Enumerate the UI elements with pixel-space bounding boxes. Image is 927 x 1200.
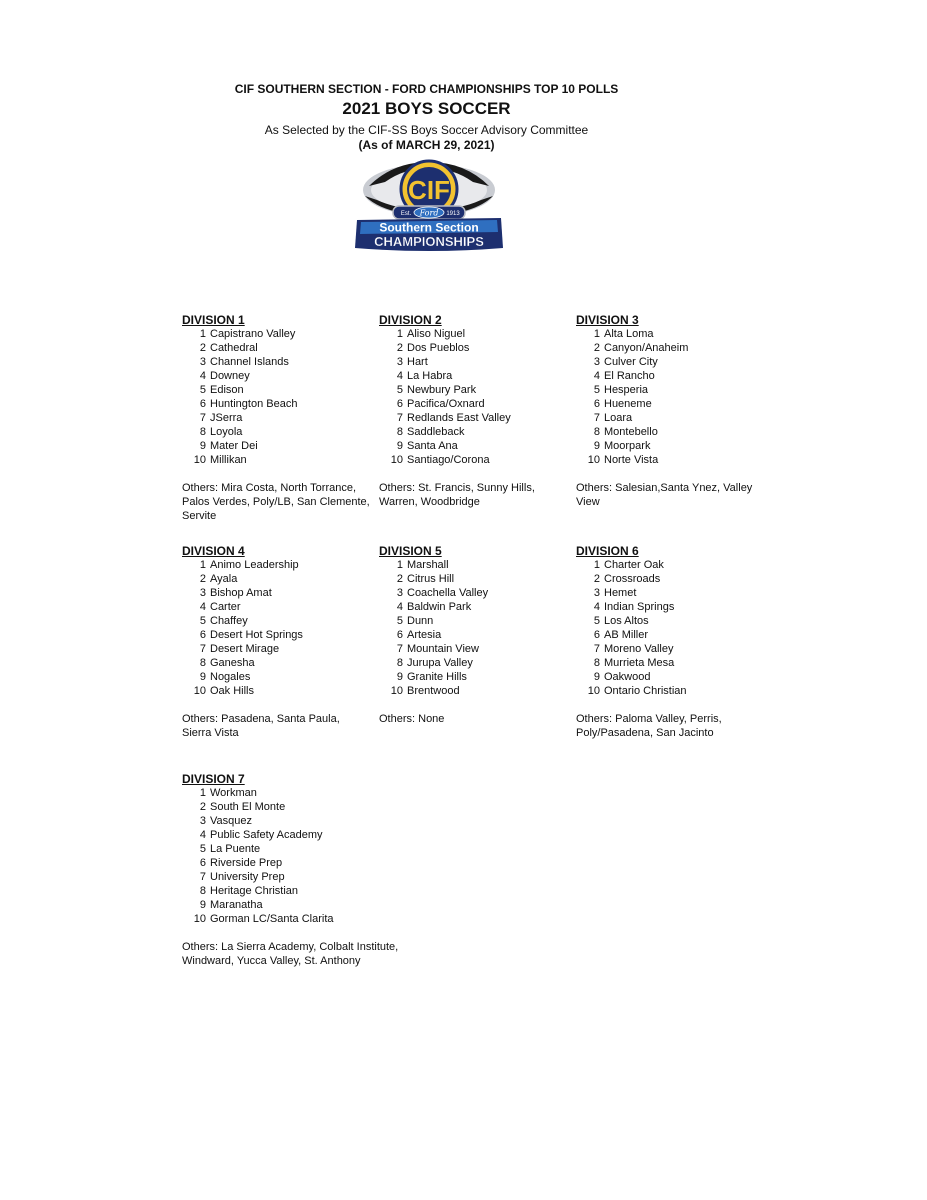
team-rank: 9: [593, 440, 600, 452]
team-row: [576, 656, 771, 670]
team-rank: 8: [199, 885, 206, 897]
team-row: [576, 397, 771, 411]
team-rank: 2: [199, 801, 206, 813]
team-row: [576, 600, 771, 614]
team-row: [182, 884, 422, 898]
team-name: Maranatha: [210, 899, 263, 911]
team-rank: 8: [593, 426, 600, 438]
svg-text:Southern Section: Southern Section: [379, 220, 479, 235]
team-row: [576, 642, 771, 656]
team-rank: 5: [396, 384, 403, 396]
team-name: Carter: [210, 601, 241, 613]
team-name: Millikan: [210, 454, 247, 466]
team-row: [379, 369, 574, 383]
team-name: Desert Mirage: [210, 643, 280, 655]
team-name: Jurupa Valley: [407, 657, 473, 669]
team-rank: 7: [199, 412, 206, 424]
team-rank: 2: [593, 573, 600, 585]
team-name: Animo Leadership: [210, 559, 299, 571]
team-row: [576, 425, 771, 439]
team-rank: 4: [199, 370, 206, 382]
others-note: Others: St. Francis, Sunny Hills, Warren, Woodbridge: [379, 482, 535, 508]
team-rank: 4: [593, 370, 600, 382]
team-name: Culver City: [604, 356, 658, 368]
team-name: JSerra: [210, 412, 243, 424]
division-4: [182, 544, 377, 740]
division-title: DIVISION 6: [576, 544, 639, 558]
team-row: [182, 355, 377, 369]
team-name: Baldwin Park: [407, 601, 472, 613]
team-row: [379, 684, 574, 698]
team-name: Santiago/Corona: [407, 454, 490, 466]
team-name: Coachella Valley: [407, 587, 489, 599]
team-rank: 10: [587, 454, 600, 466]
svg-text:Ford: Ford: [419, 208, 439, 218]
team-row: [379, 383, 574, 397]
team-rank: 3: [593, 587, 600, 599]
team-rank: 8: [199, 426, 206, 438]
team-name: Santa Ana: [407, 440, 458, 452]
team-rank: 7: [199, 643, 206, 655]
team-rank: 1: [593, 328, 600, 340]
team-row: [182, 383, 377, 397]
team-name: La Puente: [210, 843, 261, 855]
team-name: Ontario Christian: [604, 685, 687, 697]
team-name: Aliso Niguel: [407, 328, 466, 340]
team-rank: 10: [587, 685, 600, 697]
others-note: Others: Mira Costa, North Torrance, Palos Verdes, Poly/LB, San Clemente, Servite: [182, 482, 370, 522]
division-7: [182, 772, 422, 968]
team-rank: 6: [593, 629, 600, 641]
team-name: Marshall: [407, 559, 449, 571]
team-row: [576, 670, 771, 684]
team-rank: 6: [199, 857, 206, 869]
team-rank: 7: [396, 412, 403, 424]
team-row: [182, 586, 377, 600]
team-row: [182, 642, 377, 656]
team-rank: 6: [199, 629, 206, 641]
team-rank: 7: [199, 871, 206, 883]
team-row: [182, 912, 422, 926]
team-row: [182, 614, 377, 628]
team-rank: 4: [199, 829, 206, 841]
team-row: [182, 397, 377, 411]
team-name: Brentwood: [407, 685, 460, 697]
team-row: [576, 628, 771, 642]
team-name: Redlands East Valley: [407, 412, 511, 424]
team-rank: 2: [593, 342, 600, 354]
team-rank: 2: [396, 342, 403, 354]
team-row: [379, 670, 574, 684]
division-1: [182, 313, 377, 523]
team-name: Norte Vista: [604, 454, 659, 466]
team-name: Granite Hills: [407, 671, 467, 683]
team-rank: 1: [199, 787, 206, 799]
page-title: 2021 BOYS SOCCER: [342, 99, 511, 118]
team-row: [379, 453, 574, 467]
team-row: [182, 453, 377, 467]
team-rank: 9: [593, 671, 600, 683]
team-name: El Rancho: [604, 370, 655, 382]
team-rank: 6: [396, 629, 403, 641]
team-name: Murrieta Mesa: [604, 657, 675, 669]
team-list: [576, 327, 771, 467]
svg-text:CIF: CIF: [408, 175, 450, 205]
team-row: [379, 628, 574, 642]
team-rank: 10: [193, 913, 206, 925]
team-row: [182, 369, 377, 383]
team-name: Dunn: [407, 615, 434, 627]
team-name: Artesia: [407, 629, 442, 641]
team-rank: 3: [199, 356, 206, 368]
team-name: Hart: [407, 356, 428, 368]
team-row: [182, 856, 422, 870]
team-row: [182, 800, 422, 814]
team-rank: 2: [199, 342, 206, 354]
others-note: Others: Salesian,Santa Ynez, Valley View: [576, 482, 753, 508]
team-rank: 3: [396, 356, 403, 368]
team-name: Channel Islands: [210, 356, 289, 368]
team-row: [182, 411, 377, 425]
team-name: Indian Springs: [604, 601, 675, 613]
team-list: [379, 558, 574, 698]
team-rank: 10: [193, 454, 206, 466]
team-row: [379, 397, 574, 411]
team-rank: 6: [199, 398, 206, 410]
team-rank: 3: [396, 587, 403, 599]
team-name: Hesperia: [604, 384, 649, 396]
team-name: Moreno Valley: [604, 643, 674, 655]
team-row: [182, 600, 377, 614]
as-of-date: (As of MARCH 29, 2021): [358, 138, 495, 152]
team-list: [182, 327, 377, 467]
poll-heading: CIF SOUTHERN SECTION - FORD CHAMPIONSHIPS TOP 10 POLLS: [234, 82, 619, 96]
team-rank: 4: [396, 370, 403, 382]
team-name: Moorpark: [604, 440, 651, 452]
svg-text:CHAMPIONSHIPS: CHAMPIONSHIPS: [374, 234, 484, 249]
team-rank: 9: [396, 440, 403, 452]
team-list: [379, 327, 574, 467]
team-row: [182, 327, 377, 341]
team-name: Bishop Amat: [210, 587, 272, 599]
team-row: [182, 670, 377, 684]
team-rank: 1: [396, 559, 403, 571]
team-name: Workman: [210, 787, 257, 799]
team-row: [182, 814, 422, 828]
division-6: [576, 544, 771, 740]
team-rank: 6: [396, 398, 403, 410]
team-row: [182, 341, 377, 355]
others-note: Others: La Sierra Academy, Colbalt Institute, Windward, Yucca Valley, St. Anthony: [182, 941, 399, 967]
team-row: [576, 586, 771, 600]
team-row: [182, 558, 377, 572]
team-name: Riverside Prep: [210, 857, 283, 869]
team-rank: 8: [396, 657, 403, 669]
team-rank: 9: [199, 671, 206, 683]
team-row: [576, 453, 771, 467]
team-row: [182, 842, 422, 856]
others-note: Others: Pasadena, Santa Paula, Sierra Vista: [182, 713, 340, 739]
team-row: [576, 383, 771, 397]
team-name: Vasquez: [210, 815, 252, 827]
team-row: [576, 439, 771, 453]
team-row: [576, 369, 771, 383]
team-row: [379, 327, 574, 341]
team-rank: 2: [396, 573, 403, 585]
team-name: Oakwood: [604, 671, 651, 683]
team-rank: 5: [199, 615, 206, 627]
team-name: Pacifica/Oxnard: [407, 398, 485, 410]
team-rank: 3: [199, 587, 206, 599]
team-row: [379, 642, 574, 656]
team-row: [379, 355, 574, 369]
team-name: Mater Dei: [210, 440, 258, 452]
team-name: Loara: [604, 412, 633, 424]
team-name: Dos Pueblos: [407, 342, 470, 354]
team-row: [576, 355, 771, 369]
team-name: Mountain View: [407, 643, 479, 655]
team-rank: 10: [193, 685, 206, 697]
team-name: AB Miller: [604, 629, 649, 641]
team-row: [576, 614, 771, 628]
team-name: Huntington Beach: [210, 398, 298, 410]
team-rank: 10: [390, 454, 403, 466]
team-rank: 5: [396, 615, 403, 627]
division-title: DIVISION 3: [576, 313, 639, 327]
team-rank: 1: [199, 559, 206, 571]
svg-text:1913: 1913: [446, 211, 460, 217]
team-row: [576, 572, 771, 586]
division-title: DIVISION 1: [182, 313, 245, 327]
team-list: [182, 786, 422, 926]
team-rank: 8: [593, 657, 600, 669]
team-rank: 7: [593, 412, 600, 424]
team-rank: 8: [396, 426, 403, 438]
team-rank: 5: [199, 843, 206, 855]
others-note: Others: Paloma Valley, Perris, Poly/Pasadena, San Jacinto: [576, 713, 722, 739]
team-name: Nogales: [210, 671, 251, 683]
team-row: [182, 656, 377, 670]
team-list: [182, 558, 377, 698]
division-2: [379, 313, 574, 509]
team-name: Capistrano Valley: [210, 328, 296, 340]
team-row: [576, 327, 771, 341]
team-name: Public Safety Academy: [210, 829, 323, 841]
team-rank: 8: [199, 657, 206, 669]
team-name: Alta Loma: [604, 328, 654, 340]
team-rank: 9: [199, 440, 206, 452]
team-name: Heritage Christian: [210, 885, 299, 897]
team-row: [576, 411, 771, 425]
team-row: [576, 558, 771, 572]
division-title: DIVISION 2: [379, 313, 442, 327]
division-3: [576, 313, 771, 509]
team-row: [182, 425, 377, 439]
team-rank: 5: [593, 384, 600, 396]
team-name: Hueneme: [604, 398, 652, 410]
team-row: [379, 586, 574, 600]
team-row: [182, 572, 377, 586]
team-rank: 7: [396, 643, 403, 655]
team-name: Crossroads: [604, 573, 661, 585]
team-name: Charter Oak: [604, 559, 664, 571]
division-title: DIVISION 7: [182, 772, 245, 786]
team-rank: 5: [593, 615, 600, 627]
team-rank: 7: [593, 643, 600, 655]
team-name: Loyola: [210, 426, 243, 438]
team-name: University Prep: [210, 871, 285, 883]
team-row: [379, 341, 574, 355]
team-rank: 4: [199, 601, 206, 613]
team-row: [182, 828, 422, 842]
team-row: [379, 425, 574, 439]
team-rank: 10: [390, 685, 403, 697]
team-row: [379, 558, 574, 572]
team-name: Saddleback: [407, 426, 465, 438]
team-name: Canyon/Anaheim: [604, 342, 689, 354]
team-name: Gorman LC/Santa Clarita: [210, 913, 334, 925]
team-name: Desert Hot Springs: [210, 629, 303, 641]
team-row: [182, 898, 422, 912]
committee-subtitle: As Selected by the CIF-SS Boys Soccer Advisory Committee: [264, 123, 589, 137]
team-name: Cathedral: [210, 342, 258, 354]
team-rank: 9: [396, 671, 403, 683]
team-name: Downey: [210, 370, 250, 382]
svg-text:Est.: Est.: [400, 211, 412, 217]
team-name: Newbury Park: [407, 384, 477, 396]
team-rank: 4: [396, 601, 403, 613]
team-name: Ayala: [210, 573, 238, 585]
team-row: [182, 786, 422, 800]
team-row: [379, 614, 574, 628]
team-name: Oak Hills: [210, 685, 255, 697]
team-rank: 1: [396, 328, 403, 340]
team-row: [379, 572, 574, 586]
team-row: [379, 600, 574, 614]
team-name: La Habra: [407, 370, 453, 382]
team-rank: 2: [199, 573, 206, 585]
team-rank: 1: [199, 328, 206, 340]
team-name: Chaffey: [210, 615, 248, 627]
team-name: Edison: [210, 384, 244, 396]
team-row: [379, 656, 574, 670]
division-title: DIVISION 5: [379, 544, 442, 558]
team-name: Hemet: [604, 587, 637, 599]
others-note: Others: None: [379, 713, 445, 725]
team-name: South El Monte: [210, 801, 286, 813]
team-row: [576, 341, 771, 355]
team-name: Los Altos: [604, 615, 649, 627]
team-row: [182, 628, 377, 642]
team-row: [576, 684, 771, 698]
team-row: [379, 411, 574, 425]
team-rank: 6: [593, 398, 600, 410]
team-rank: 1: [593, 559, 600, 571]
team-row: [182, 870, 422, 884]
team-list: [576, 558, 771, 698]
team-row: [182, 684, 377, 698]
division-5: [379, 544, 574, 726]
team-name: Montebello: [604, 426, 658, 438]
team-row: [379, 439, 574, 453]
team-rank: 9: [199, 899, 206, 911]
team-rank: 4: [593, 601, 600, 613]
team-rank: 3: [199, 815, 206, 827]
team-name: Ganesha: [210, 657, 255, 669]
division-title: DIVISION 4: [182, 544, 245, 558]
team-rank: 5: [199, 384, 206, 396]
team-row: [182, 439, 377, 453]
cif-ford-championships-logo: [353, 156, 505, 254]
team-name: Citrus Hill: [407, 573, 455, 585]
team-rank: 3: [593, 356, 600, 368]
